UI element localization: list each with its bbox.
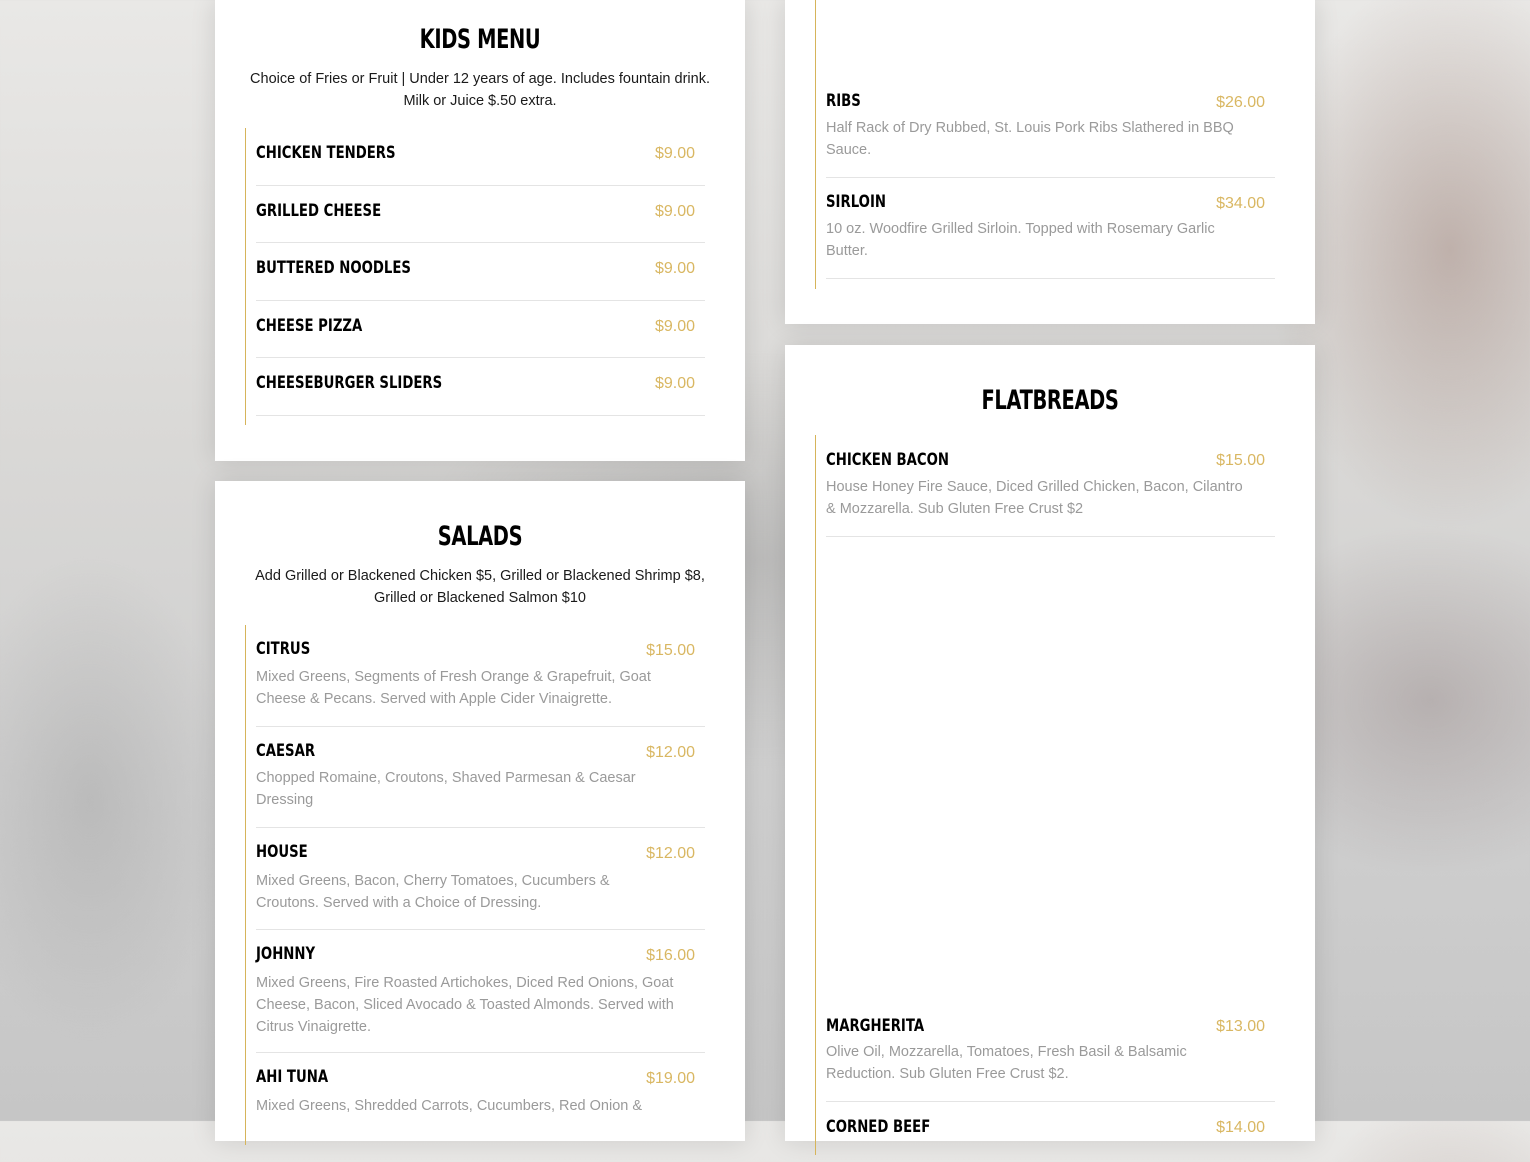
menu-item[interactable]	[256, 727, 705, 828]
salads-list	[245, 625, 706, 1145]
item-name: CHEESE PIZZA	[256, 316, 363, 336]
flatbreads-list	[815, 435, 1276, 1155]
menu-item[interactable]	[256, 128, 705, 186]
menu-item[interactable]	[826, 77, 1275, 178]
item-name: CHEESEBURGER SLIDERS	[256, 373, 443, 393]
menu-item[interactable]	[256, 930, 705, 1053]
item-name: GRILLED CHEESE	[256, 201, 382, 221]
menu-item[interactable]	[826, 537, 1275, 1001]
entrees-list	[815, 0, 1276, 289]
salads-card	[215, 481, 745, 1141]
menu-item[interactable]	[256, 1053, 705, 1153]
item-name: MARGHERITA	[826, 1016, 925, 1036]
item-price: $9.00	[654, 145, 695, 162]
item-price: $9.00	[654, 375, 695, 392]
item-price: $26.00	[1216, 94, 1265, 111]
item-price: $9.00	[654, 260, 695, 277]
item-price: $9.00	[654, 203, 695, 220]
flatbreads-card	[785, 345, 1315, 1141]
item-name: AHI TUNA	[256, 1067, 329, 1087]
menu-item[interactable]	[826, 435, 1275, 537]
item-name: CHICKEN TENDERS	[256, 143, 396, 163]
item-name: BUTTERED NOODLES	[256, 258, 411, 278]
kids-menu-list	[245, 128, 706, 425]
kids-menu-card	[215, 0, 745, 461]
item-description: Mixed Greens, Fire Roasted Artichokes, Diced Red Onions, Goat Cheese, Bacon, Sliced Avocado & Toasted Almonds. Served with Citrus Vinaigrette.	[256, 975, 674, 1035]
menu-item[interactable]	[256, 358, 705, 416]
item-description: Mixed Greens, Bacon, Cherry Tomatoes, Cucumbers & Croutons. Served with a Choice of Dressing.	[256, 873, 610, 911]
menu-item[interactable]	[256, 243, 705, 301]
kids-menu-title: KIDS MENU	[419, 24, 541, 55]
menu-item[interactable]	[256, 625, 705, 727]
item-name: CHICKEN BACON	[826, 450, 950, 470]
item-price: $15.00	[1216, 452, 1265, 469]
kids-menu-subtitle: Choice of Fries or Fruit | Under 12 years of age. Includes fountain drink. Milk or Juice $.50 extra.	[250, 71, 710, 109]
salads-title: SALADS	[437, 521, 523, 552]
menu-item[interactable]	[826, 1102, 1275, 1162]
item-description: Olive Oil, Mozzarella, Tomatoes, Fresh Basil & Balsamic Reduction. Sub Gluten Free Crust $2.	[826, 1044, 1187, 1082]
item-description: House Honey Fire Sauce, Diced Grilled Chicken, Bacon, Cilantro & Mozzarella. Sub Gluten Free Crust $2	[826, 479, 1243, 517]
item-name: HOUSE	[256, 842, 308, 862]
item-description: Half Rack of Dry Rubbed, St. Louis Pork Ribs Slathered in BBQ Sauce.	[826, 120, 1234, 158]
item-price: $15.00	[646, 642, 695, 659]
item-price: $16.00	[646, 947, 695, 964]
item-description: Mixed Greens, Shredded Carrots, Cucumbers, Red Onion &	[256, 1098, 643, 1114]
menu-item[interactable]	[256, 828, 705, 930]
entrees-card	[785, 0, 1315, 324]
salads-subtitle: Add Grilled or Blackened Chicken $5, Grilled or Blackened Shrimp $8, Grilled or Blackened Salmon $10	[255, 568, 705, 606]
item-name: CAESAR	[256, 741, 316, 761]
item-price: $34.00	[1216, 195, 1265, 212]
item-price: $9.00	[654, 318, 695, 335]
item-name: CITRUS	[256, 639, 311, 659]
item-description: Mixed Greens, Segments of Fresh Orange & Grapefruit, Goat Cheese & Pecans. Served with Apple Cider Vinaigrette.	[256, 669, 651, 707]
item-price: $19.00	[646, 1070, 695, 1087]
menu-item[interactable]	[826, 1001, 1275, 1102]
item-price: $13.00	[1216, 1018, 1265, 1035]
item-price: $12.00	[646, 845, 695, 862]
item-description: 10 oz. Woodfire Grilled Sirloin. Topped with Rosemary Garlic Butter.	[826, 221, 1215, 259]
item-name: JOHNNY	[256, 944, 316, 964]
menu-item[interactable]	[256, 301, 705, 358]
item-name: SIRLOIN	[826, 192, 886, 212]
item-name: RIBS	[826, 91, 861, 111]
item-description: Chopped Romaine, Croutons, Shaved Parmesan & Caesar Dressing	[256, 770, 636, 808]
item-name: CORNED BEEF	[826, 1117, 931, 1137]
menu-item[interactable]	[826, 0, 1275, 77]
flatbreads-title: FLATBREADS	[981, 385, 1119, 416]
menu-item[interactable]	[256, 186, 705, 243]
item-price: $14.00	[1216, 1119, 1265, 1136]
menu-item[interactable]	[826, 178, 1275, 279]
item-price: $12.00	[646, 744, 695, 761]
